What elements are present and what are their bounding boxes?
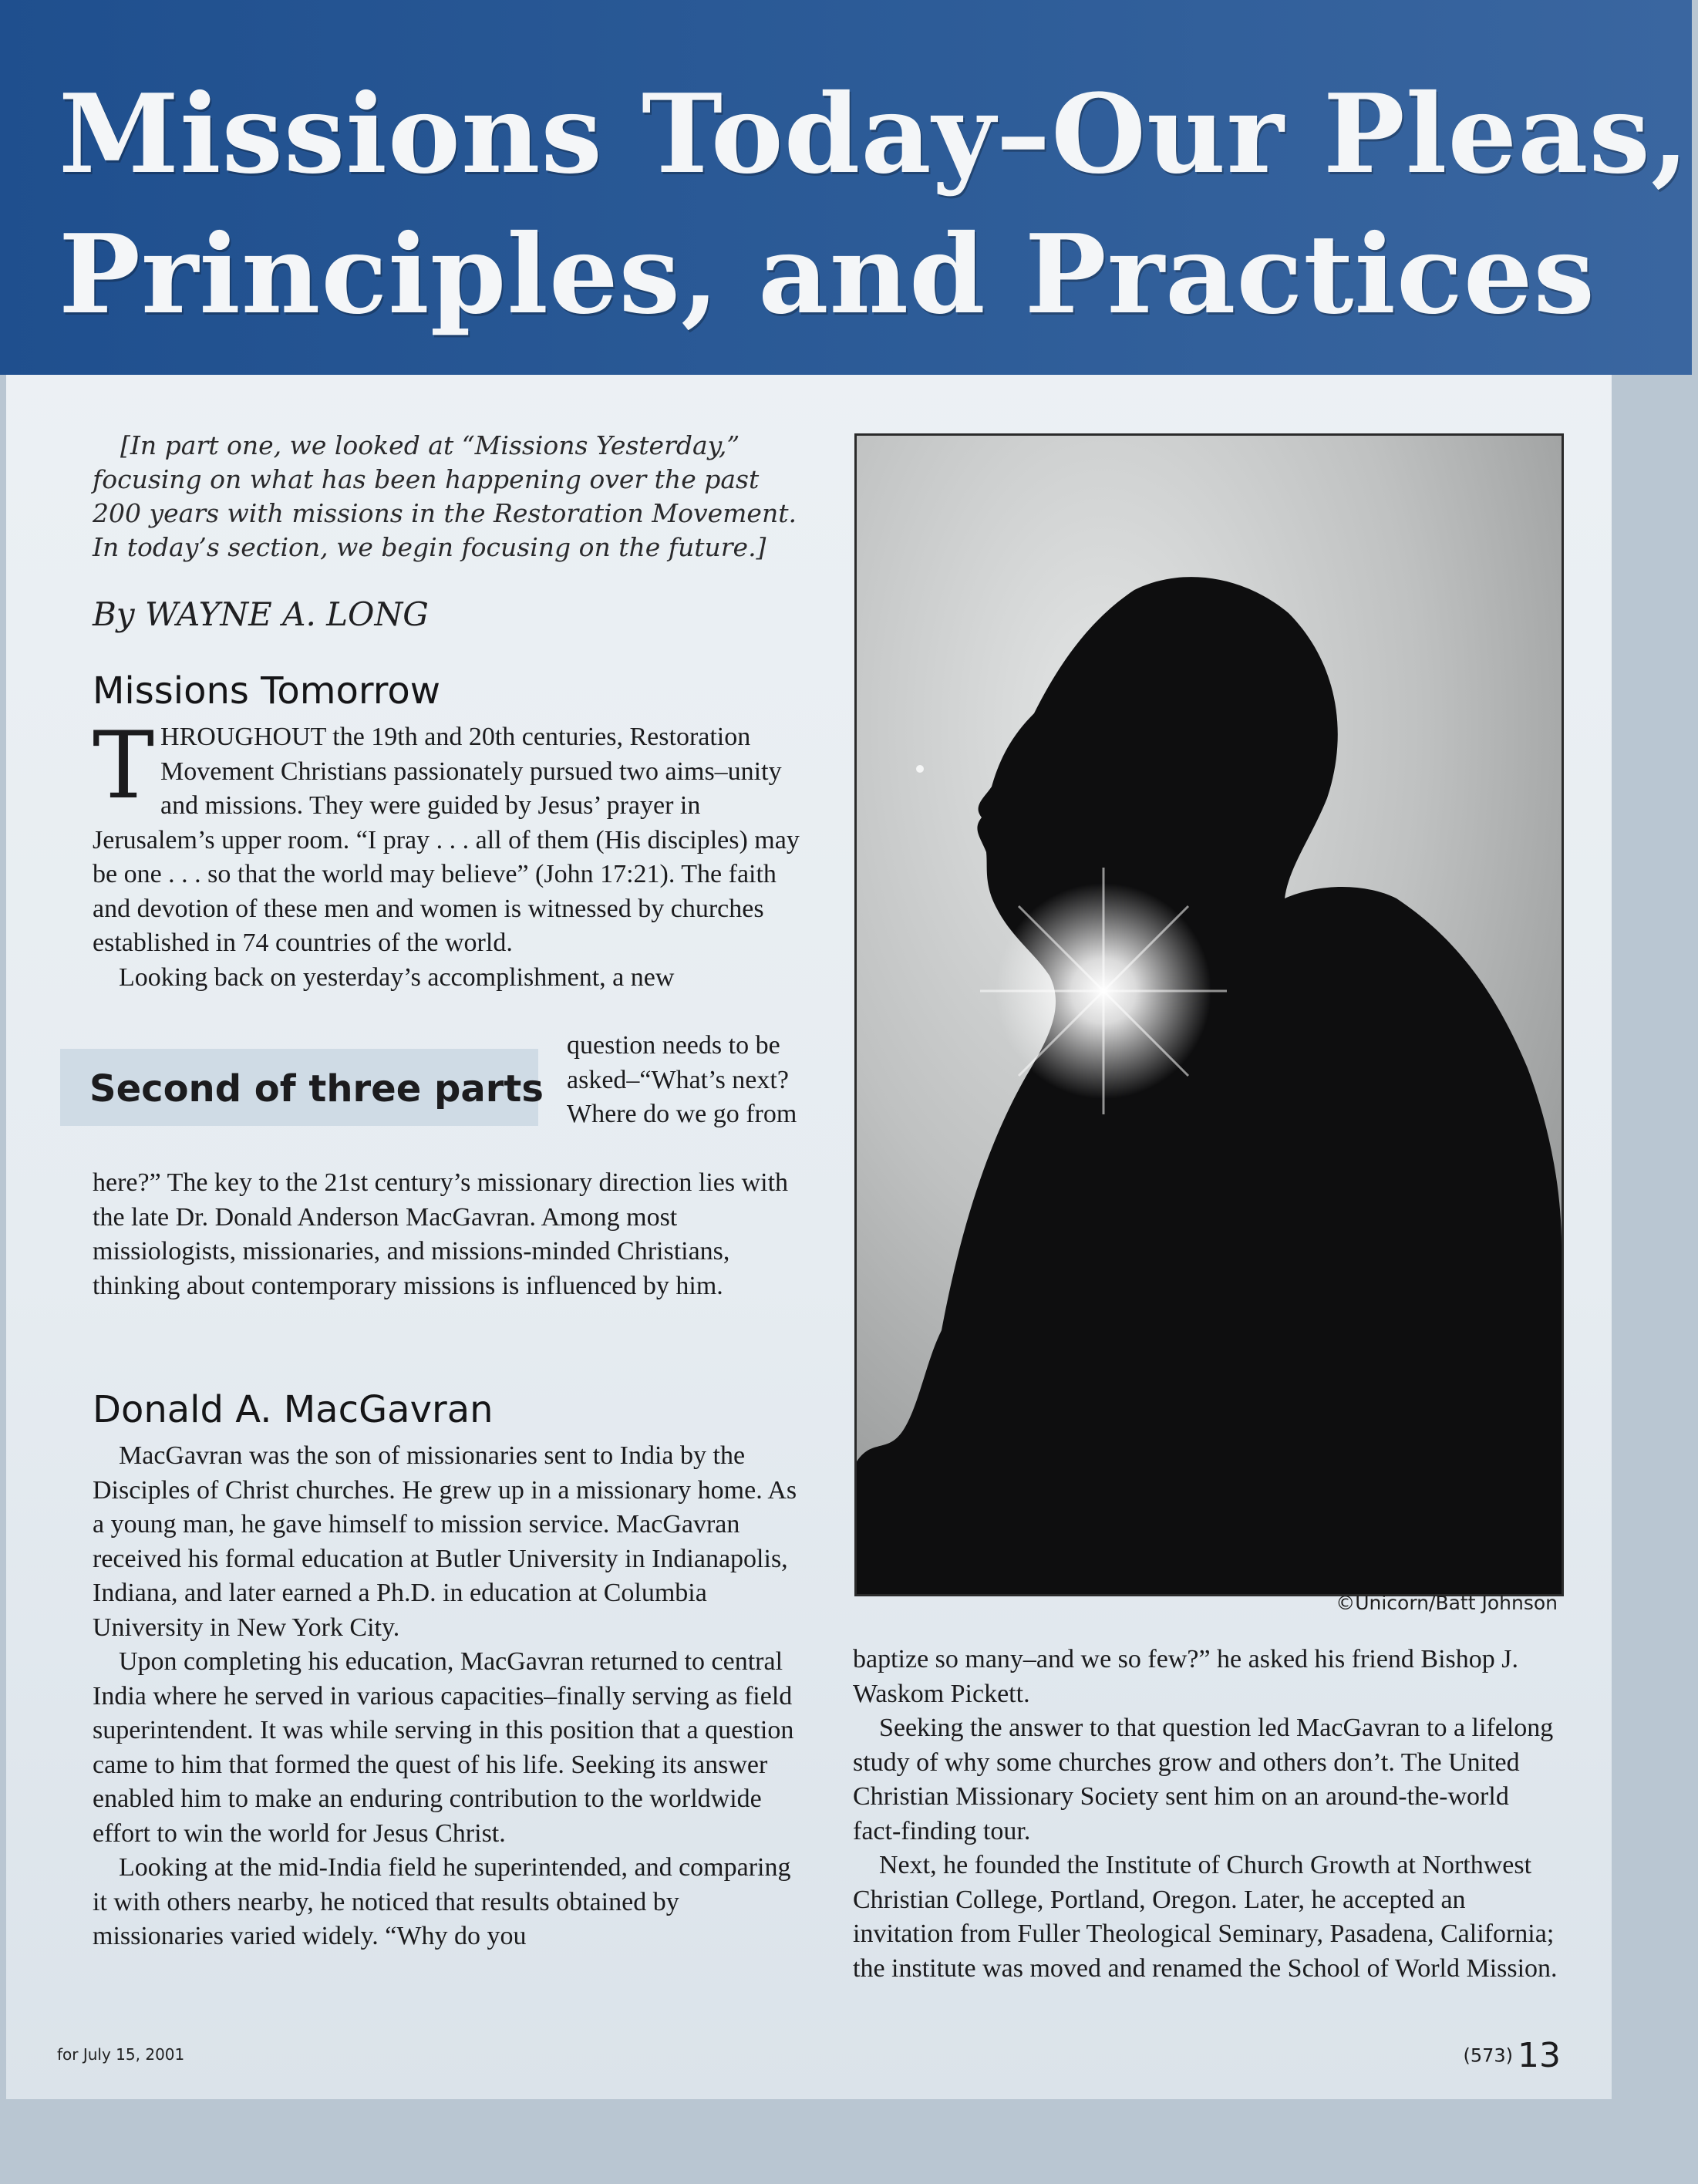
intro-note: [In part one, we looked at “Missions Yesterday,” focusing on what has been happening over the past 200 years with missions in the Restoration Movement. In today’s section, we begin focusing on the future.] [93, 430, 797, 562]
paragraph: baptize so many–and we so few?” he asked his friend Bishop J. Waskom Pickett. [853, 1645, 1518, 1708]
right-column-text [853, 1643, 1562, 1986]
paragraph: MacGavran was the son of missionaries sent to India by the Disciples of Christ churches. He grew up in a missionary home. As a young man, he gave himself to mission service. MacGavran received his formal education at Butler University in Indianapolis, Indiana, and later earned a Ph.D. in education at Columbia University in New York City. [93, 1441, 797, 1642]
pull-quote-wrap-text [567, 1029, 814, 1132]
section-heading-missions-tomorrow: Missions Tomorrow [93, 669, 441, 713]
section1-text [93, 713, 802, 995]
title-banner [0, 0, 1692, 375]
paragraph [93, 713, 802, 961]
paragraph: Upon completing his education, MacGavran returned to central India where he served in various capacities–finally serving as field superintendent. It was while serving in this position that a question came to him that formed the quest of his life. Seeking its answer enabled him to make an enduring contribution to the worldwide effort to win the world for Jesus Christ. [93, 1647, 794, 1848]
page-number: 13 [1518, 2036, 1561, 2075]
article-title [59, 65, 1690, 345]
issue-date: for July 15, 2001 [57, 2045, 185, 2064]
paragraph: Seeking the answer to that question led MacGavran to a lifelong study of why some churches grow and others don’t. The United Christian Missionary Society sent him on an around-the-world fact-finding tour. [853, 1714, 1554, 1845]
paragraph: here?” The key to the 21st century’s missionary direction lies with the late Dr. Donald Anderson MacGavran. Among most missiologists, missionaries, and missions-minded Christians, thinking about contemporary missions is influenced by him. [93, 1168, 789, 1300]
title-line-2: Principles, and Practices [59, 211, 1595, 339]
paragraph: Looking back on yesterday’s accomplishment, a new [119, 962, 675, 992]
page-number-block [1463, 2036, 1561, 2075]
silhouette-image [857, 436, 1562, 1594]
title-line-1: Missions Today–Our Pleas, [59, 71, 1690, 198]
byline: By WAYNE A. LONG [93, 595, 429, 633]
section2-text [93, 1439, 802, 1954]
paragraph: Next, he founded the Institute of Church Growth at Northwest Christian College, Portland, Oregon. Later, he accepted an invitation from Fuller Theological Seminary, Pasadena, California; the institute was moved and renamed the School of World Mission. [853, 1851, 1558, 1983]
section1-text-continued [93, 1166, 802, 1303]
section-heading-macgavran: Donald A. MacGavran [93, 1388, 494, 1431]
wrapped-text: question needs to be asked–“What’s next? Where do we go from [567, 1031, 797, 1128]
pull-quote-text: Second of three parts [89, 1067, 544, 1111]
pull-quote-box [60, 1049, 544, 1126]
paragraph: Looking at the mid-India field he superintended, and comparing it with others nearby, he noticed that results obtained by missionaries varied widely. “Why do you [93, 1853, 791, 1950]
paragraph-text: HROUGHOUT the 19th and 20th centuries, Restoration Movement Christians passionately pursued two aims–unity and missions. They were guided by Jesus’ prayer in Jerusalem’s upper room. “I pray . . . all of them (His disciples) may be one . . . so that the world may believe” (John 17:21). The faith and devotion of these men and women is witnessed by churches established in 74 countries of the world. [93, 723, 800, 957]
issue-number: (573) [1463, 2044, 1513, 2067]
silhouette-photo [854, 433, 1564, 1596]
drop-cap: T [93, 713, 155, 820]
photo-credit: ©Unicorn/Batt Johnson [1336, 1592, 1558, 1614]
